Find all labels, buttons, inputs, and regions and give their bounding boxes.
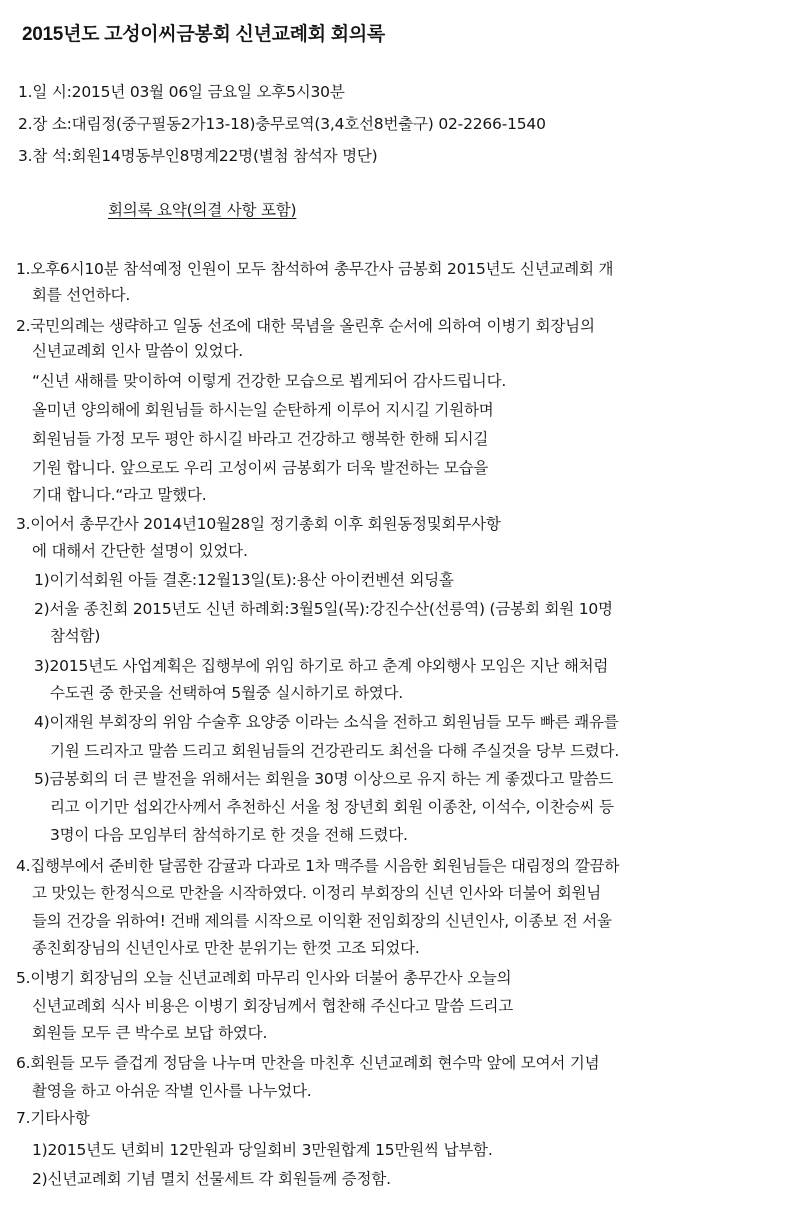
body-line: 2.국민의례는 생략하고 일동 선조에 대한 묵념을 올린후 순서에 의하여 이병기 회장님의	[16, 317, 595, 335]
body-line: 신년교례회 인사 말씀이 있었다.	[32, 342, 243, 360]
body-line: 6.회원들 모두 즐겁게 정담을 나누며 만찬을 마친후 신년교례회 현수막 앞에 모여서 기념	[16, 1054, 600, 1072]
body-line: 1.오후6시10분 참석예정 인원이 모두 참석하여 총무간사 금봉회 2015년도 신년교례회 개	[16, 260, 614, 278]
body-line: 올미년 양의해에 회원님들 하시는일 순탄하게 이루어 지시길 기원하며	[32, 401, 494, 419]
body-line: 3명이 다음 모임부터 참석하기로 한 것을 전해 드렸다.	[50, 826, 408, 844]
document-title: 2015년도 고성이씨금봉회 신년교례회 회의록	[22, 24, 385, 45]
body-line: 종친회장님의 신년인사로 만찬 분위기는 한껏 고조 되었다.	[32, 939, 420, 957]
body-line: 2)신년교례회 기념 멸치 선물세트 각 회원들께 증정함.	[32, 1170, 391, 1188]
header-date-line: 1.일 시:2015년 03월 06일 금요일 오후5시30분	[18, 83, 345, 101]
body-line: 수도권 중 한곳을 선택하여 5월중 실시하기로 하였다.	[50, 684, 403, 702]
body-line: 1)이기석회원 아들 결혼:12월13일(토):용산 아이컨벤션 외딩홀	[34, 571, 454, 589]
body-line: 참석함)	[50, 627, 101, 645]
body-line: 5.이병기 회장님의 오늘 신년교례회 마무리 인사와 더불어 총무간사 오늘의	[16, 969, 512, 987]
body-line: 1)2015년도 년회비 12만원과 당일회비 3만원합계 15만원씩 납부함.	[32, 1141, 493, 1159]
body-line: 회원들 모두 큰 박수로 보답 하였다.	[32, 1024, 268, 1042]
body-line: 4.집행부에서 준비한 달콤한 감귤과 다과로 1차 맥주를 시음한 회원님들은 대림정의 깔끔하	[16, 857, 620, 875]
body-line: 4)이재원 부회장의 위암 수술후 요양중 이라는 소식을 전하고 회원님들 모두 빠른 쾌유를	[34, 713, 619, 731]
body-line: 2)서울 종친회 2015년도 신년 하례회:3월5일(목):강진수산(선릉역) (금봉회 회원 10명	[34, 600, 613, 618]
body-line: 회를 선언하다.	[32, 286, 131, 304]
body-line: 3.이어서 총무간사 2014년10월28일 정기총회 이후 회원동정및회무사항	[16, 515, 501, 533]
summary-heading: 회의록 요약(의결 사항 포함)	[108, 201, 297, 219]
body-line: 에 대해서 간단한 설명이 있었다.	[32, 542, 248, 560]
body-line: 고 맛있는 한정식으로 만찬을 시작하였다. 이정리 부회장의 신년 인사와 더불어 회원님	[32, 884, 602, 902]
body-line: 기원 합니다. 앞으로도 우리 고성이씨 금봉회가 더욱 발전하는 모습을	[32, 459, 489, 477]
body-line: 리고 이기만 섭외간사께서 추천하신 서울 청 장년회 회원 이종찬, 이석수, 이찬승씨 등	[50, 798, 614, 816]
body-line: “신년 새해를 맞이하여 이렇게 건강한 모습으로 뵙게되어 감사드립니다.	[32, 372, 507, 390]
body-line: 3)2015년도 사업계획은 집행부에 위임 하기로 하고 춘계 야외행사 모임은 지난 해처럼	[34, 657, 609, 675]
header-place-line: 2.장 소:대림정(중구필동2가13-18)충무로역(3,4호선8번출구) 02-2266-1540	[18, 115, 546, 133]
body-line: 촬영을 하고 아쉬운 작별 인사를 나누었다.	[32, 1082, 312, 1100]
body-line: 기원 드리자고 말씀 드리고 회원님들의 건강관리도 최선을 다해 주실것을 당부 드렸다.	[50, 742, 620, 760]
body-line: 신년교례회 식사 비용은 이병기 회장님께서 협찬해 주신다고 말씀 드리고	[32, 997, 514, 1015]
body-line: 5)금봉회의 더 큰 발전을 위해서는 회원을 30명 이상으로 유지 하는 게 좋겠다고 말씀드	[34, 770, 614, 788]
body-line: 기대 합니다.“라고 말했다.	[32, 486, 207, 504]
body-line: 7.기타사항	[16, 1109, 90, 1127]
body-line: 들의 건강을 위하여! 건배 제의를 시작으로 이익환 전임회장의 신년인사, 이종보 전 서울	[32, 912, 612, 930]
body-line: 회원님들 가정 모두 평안 하시길 바라고 건강하고 행복한 한해 되시길	[32, 430, 489, 448]
header-attendance-line: 3.참 석:회원14명동부인8명계22명(별첨 참석자 명단)	[18, 147, 378, 165]
